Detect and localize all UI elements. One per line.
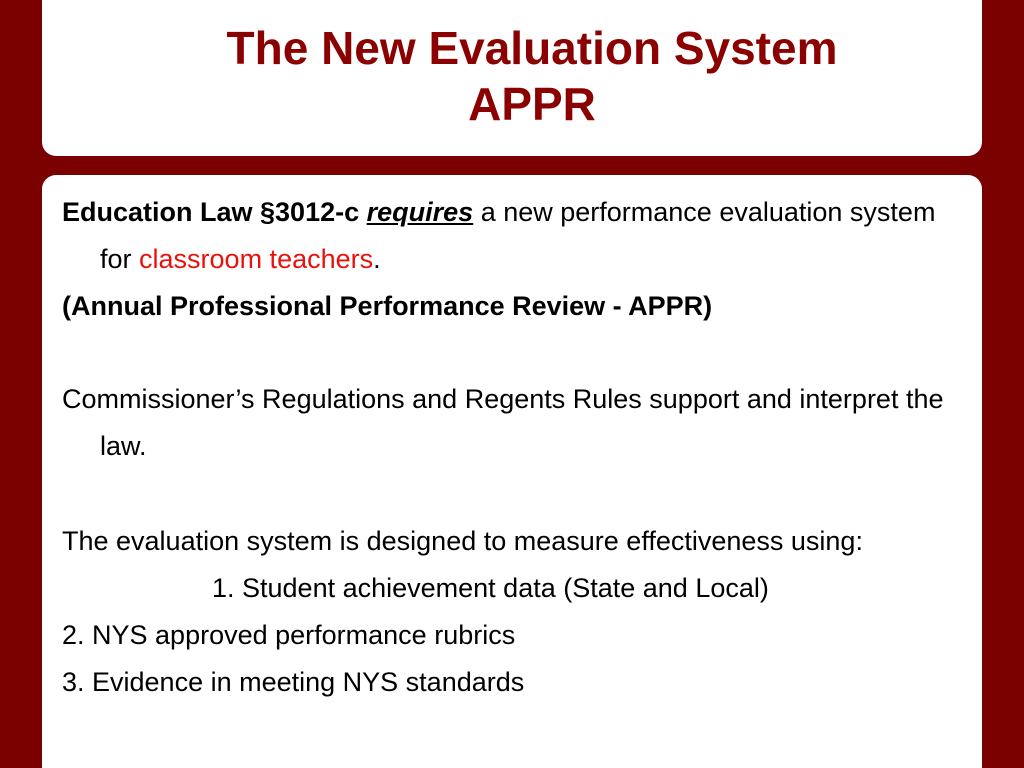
spacer [62,330,962,376]
paragraph-evaluation: The evaluation system is designed to measure effectiveness using: [62,526,863,556]
appr-definition: (Annual Professional Performance Review - APPR) [62,291,713,321]
paragraph-education-law [62,189,962,283]
list-item-rubrics: 2. NYS approved performance rubrics [62,620,516,650]
spacer [62,470,962,518]
slide-title: The New Evaluation System [226,22,838,74]
paragraph-regulations: Commissioner’s Regulations and Regents Rules support and interpret the law. [62,384,944,461]
classroom-teachers-highlight: classroom teachers [139,244,374,274]
requires-emphasis: requires [366,197,474,227]
content-panel [42,175,982,768]
law-reference: Education Law §3012-c [62,197,360,227]
slide-subtitle: APPR [468,78,596,130]
period: . [373,244,381,274]
title-panel [42,0,982,156]
paragraph-text: a new performance evaluation system for [100,197,936,274]
list-item-standards: 3. Evidence in meeting NYS standards [62,667,525,697]
list-item-student-achievement: 1. Student achievement data (State and Local) [212,573,769,603]
